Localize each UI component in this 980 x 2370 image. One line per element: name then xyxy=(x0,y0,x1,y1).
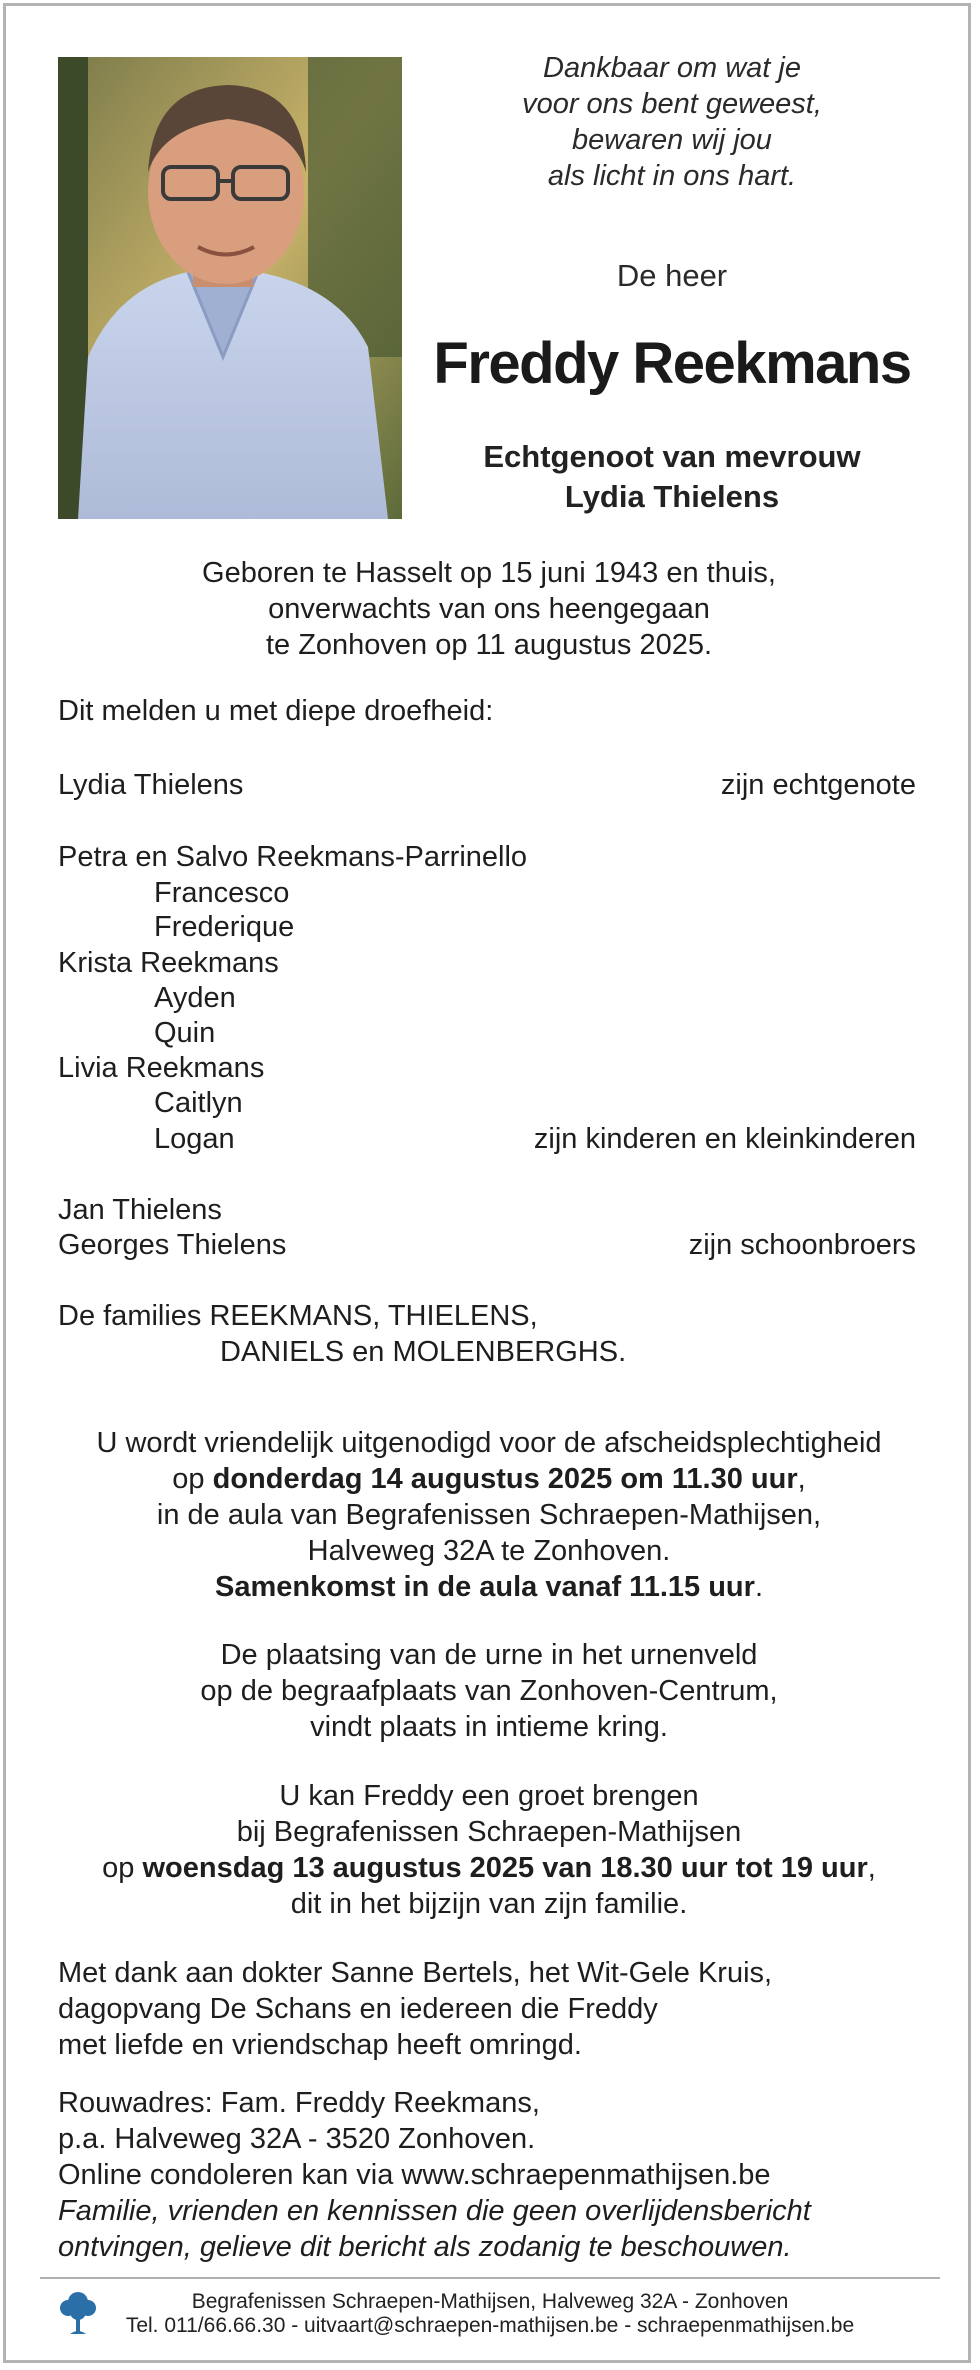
ceremony-line: in de aula van Begrafenissen Schraepen-Mathijsen, xyxy=(156,1499,822,1531)
portrait-photo xyxy=(58,57,402,519)
text: , xyxy=(797,1463,806,1495)
thanks-text xyxy=(58,1955,938,2063)
family-row xyxy=(58,1121,920,1157)
family-row xyxy=(58,1085,920,1121)
urn-line: vindt plaats in intieme kring. xyxy=(310,1711,668,1743)
poem-line: Dankbaar om wat je xyxy=(543,52,801,84)
family-row xyxy=(58,909,920,945)
urn-info xyxy=(38,1637,940,1745)
ceremony-line: Halveweg 32A te Zonhoven. xyxy=(307,1535,671,1567)
grandchild: Frederique xyxy=(154,911,295,943)
text: , xyxy=(867,1852,876,1884)
birth-line: Geboren te Hasselt op 15 juni 1943 en thuis, xyxy=(202,557,776,589)
poem xyxy=(455,50,889,194)
poem-line: bewaren wij jou xyxy=(572,124,772,156)
grandchild: Ayden xyxy=(154,982,236,1014)
family-member: Georges Thielens xyxy=(58,1229,287,1261)
grandchild: Caitlyn xyxy=(154,1087,243,1119)
footer-line: Begrafenissen Schraepen-Mathijsen, Halveweg 32A - Zonhoven xyxy=(191,2290,789,2313)
thanks-line: met liefde en vriendschap heeft omringd. xyxy=(58,2029,582,2061)
notice-line: Familie, vrienden en kennissen die geen overlijdensbericht xyxy=(58,2195,811,2227)
family-row xyxy=(58,875,920,911)
tree-logo-icon xyxy=(58,2288,98,2338)
deceased-name: Freddy Reekmans xyxy=(433,331,911,396)
urn-line: De plaatsing van de urne in het urnenveld xyxy=(220,1639,758,1671)
visit-line: U kan Freddy een groet brengen xyxy=(279,1780,699,1812)
family-row xyxy=(58,767,920,803)
announcement-intro: Dit melden u met diepe droefheid: xyxy=(58,695,494,727)
grandchild: Logan xyxy=(154,1123,235,1155)
family-member: Krista Reekmans xyxy=(58,947,279,979)
footer xyxy=(100,2290,880,2338)
family-row xyxy=(58,839,920,875)
birth-line: te Zonhoven op 11 augustus 2025. xyxy=(265,629,713,661)
grandchild: Quin xyxy=(154,1017,216,1049)
address-line: Rouwadres: Fam. Freddy Reekmans, xyxy=(58,2087,540,2119)
ceremony-info xyxy=(38,1425,940,1605)
family-member: Jan Thielens xyxy=(58,1194,222,1226)
ceremony-line xyxy=(38,1461,940,1497)
address-line: p.a. Halveweg 32A - 3520 Zonhoven. xyxy=(58,2123,536,2155)
grandchild: Francesco xyxy=(154,877,290,909)
ceremony-date: donderdag 14 augustus 2025 om 11.30 uur xyxy=(212,1463,798,1495)
spouse-line-1: Echtgenoot van mevrouw xyxy=(483,439,861,474)
address-line: Online condoleren kan via www.schraepenmathijsen.be xyxy=(58,2159,771,2191)
family-member: Petra en Salvo Reekmans-Parrinello xyxy=(58,841,528,873)
family-member: Lydia Thielens xyxy=(58,769,244,801)
families-line: DANIELS en MOLENBERGHS. xyxy=(220,1336,627,1368)
spouse-line-2: Lydia Thielens xyxy=(564,479,780,514)
family-row xyxy=(58,1227,920,1263)
family-row xyxy=(58,945,920,981)
text: op xyxy=(172,1463,213,1495)
thanks-line: dagopvang De Schans en iedereen die Freddy xyxy=(58,1993,658,2025)
relation-label: zijn kinderen en kleinkinderen xyxy=(533,1123,916,1155)
birth-death-info xyxy=(58,555,920,663)
text: . xyxy=(754,1571,763,1603)
poem-line: als licht in ons hart. xyxy=(547,160,797,192)
relation-label: zijn echtgenote xyxy=(720,769,916,801)
family-row xyxy=(58,1050,920,1086)
visit-line xyxy=(38,1850,940,1886)
honorific: De heer xyxy=(616,258,728,293)
visit-date: woensdag 13 augustus 2025 van 18.30 uur tot 19 uur xyxy=(142,1852,868,1884)
visitation-info xyxy=(38,1778,940,1922)
text: op xyxy=(102,1852,143,1884)
family-row xyxy=(58,1015,920,1051)
birth-line: onverwachts van ons heengegaan xyxy=(268,593,710,625)
address-block xyxy=(58,2085,938,2265)
thanks-line: Met dank aan dokter Sanne Bertels, het Wit-Gele Kruis, xyxy=(58,1957,773,1989)
footer-line: Tel. 011/66.66.30 - uitvaart@schraepen-mathijsen.be - schraepenmathijsen.be xyxy=(125,2314,855,2337)
visit-line: bij Begrafenissen Schraepen-Mathijsen xyxy=(236,1816,742,1848)
urn-line: op de begraafplaats van Zonhoven-Centrum, xyxy=(200,1675,778,1707)
families-line: De families REEKMANS, THIELENS, xyxy=(58,1300,538,1332)
family-member: Livia Reekmans xyxy=(58,1052,265,1084)
poem-line: voor ons bent geweest, xyxy=(522,88,822,120)
ceremony-line: U wordt vriendelijk uitgenodigd voor de afscheidsplechtigheid xyxy=(96,1427,882,1459)
notice-line: ontvingen, gelieve dit bericht als zodanig te beschouwen. xyxy=(58,2231,792,2263)
visit-line: dit in het bijzijn van zijn familie. xyxy=(290,1888,688,1920)
gathering-time: Samenkomst in de aula vanaf 11.15 uur xyxy=(214,1571,755,1603)
families-list xyxy=(58,1298,626,1370)
spouse-line xyxy=(420,437,924,517)
footer-divider xyxy=(40,2277,940,2279)
ceremony-line xyxy=(38,1569,940,1605)
relation-label: zijn schoonbroers xyxy=(688,1229,916,1261)
family-row xyxy=(58,1192,920,1228)
family-row xyxy=(58,980,920,1016)
